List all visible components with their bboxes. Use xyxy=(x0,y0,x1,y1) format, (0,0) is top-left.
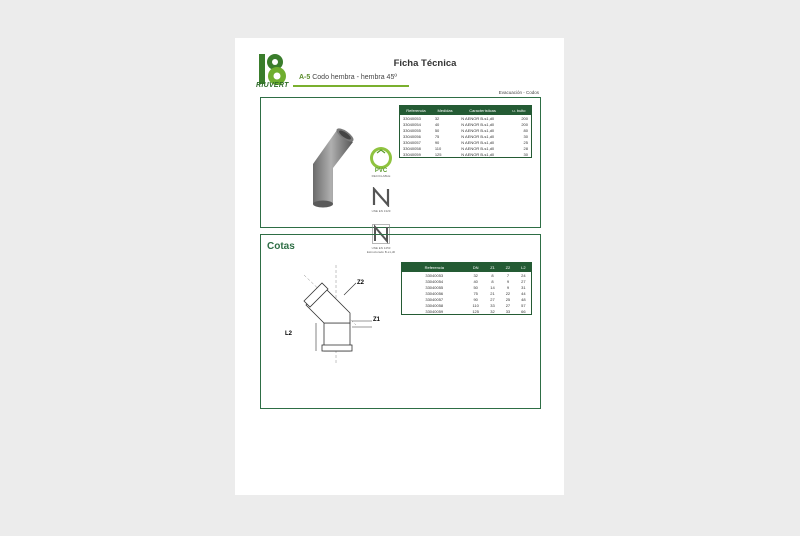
cell: 33040054 xyxy=(403,121,421,127)
col-z2: Z2 xyxy=(500,263,515,273)
cell: 48 xyxy=(521,296,526,302)
cell: 33040053 xyxy=(425,272,444,278)
cell: N AENOR B-s1,d0 xyxy=(461,151,495,157)
cell: 7 xyxy=(506,272,510,278)
cell: 200 xyxy=(521,115,528,121)
table-row xyxy=(400,151,532,158)
aenor-label-2a: UNE EN 1453 xyxy=(371,246,391,250)
cell: 125 xyxy=(472,308,479,314)
cell: 44 xyxy=(521,290,526,296)
dimensions-table xyxy=(401,262,532,315)
document-page xyxy=(235,38,564,495)
product-name: Codo hembra - hembra 45º xyxy=(312,74,397,81)
aenor-label-2b: Estructurado B-s1,d0 xyxy=(366,250,396,254)
table-row xyxy=(402,308,532,315)
cell: 33040059 xyxy=(425,308,444,314)
pvc-text: PVC xyxy=(374,168,388,174)
elbow-fitting-image xyxy=(301,112,361,212)
cell: N AENOR B-s1,d0 xyxy=(461,133,495,139)
col-referencia: Referencia xyxy=(402,263,467,273)
cell: 40 xyxy=(473,278,478,284)
cell: 33040055 xyxy=(425,284,444,290)
cell: 33040058 xyxy=(403,145,421,151)
cell: 32 xyxy=(434,115,440,121)
cell: 57 xyxy=(521,302,526,308)
cell: 50 xyxy=(473,284,478,290)
cell: 33040057 xyxy=(403,139,421,145)
z1-label: Z1 xyxy=(373,317,381,323)
cell: 27 xyxy=(505,302,511,308)
cell: 33040055 xyxy=(403,127,421,133)
cell: 75 xyxy=(434,133,440,139)
cell: 32 xyxy=(473,272,478,278)
col-u-bulto: u. bulto xyxy=(507,106,532,116)
category-label: Evacuación - Codos xyxy=(498,90,539,95)
cell: 200 xyxy=(521,121,528,127)
cell: 33040058 xyxy=(425,302,444,308)
product-table xyxy=(399,105,532,158)
title-underline xyxy=(293,85,409,87)
col-medidas: Medidas xyxy=(432,106,458,116)
cell: N AENOR B-s1,d0 xyxy=(461,121,495,127)
cell: 33040054 xyxy=(425,278,444,284)
cell: 25 xyxy=(523,139,528,145)
cell: 90 xyxy=(473,296,478,302)
cell: 33040053 xyxy=(403,115,421,121)
dimension-drawing xyxy=(286,265,396,365)
cell: 31 xyxy=(521,284,526,290)
cell: 40 xyxy=(434,121,440,127)
cell: 90 xyxy=(434,139,440,145)
l2-label: L2 xyxy=(285,331,293,337)
page-title: Ficha Técnica xyxy=(393,58,457,69)
cell: 75 xyxy=(473,290,478,296)
pvc-subtext: RECICLABLE xyxy=(371,174,391,178)
col-z1: Z1 xyxy=(485,263,500,273)
cell: 33040056 xyxy=(425,290,444,296)
cotas-section xyxy=(260,234,541,409)
cotas-title: Cotas xyxy=(267,241,295,252)
cell: N AENOR B-s1,d0 xyxy=(461,145,495,151)
cell: 32 xyxy=(490,308,495,314)
cell: 27 xyxy=(521,278,526,284)
cell: 30 xyxy=(523,133,528,139)
col-l2: L2 xyxy=(516,263,532,273)
cell: N AENOR B-s1,d0 xyxy=(461,127,495,133)
product-subtitle xyxy=(299,74,397,81)
cell: 33 xyxy=(490,302,495,308)
cell: 8 xyxy=(491,278,494,284)
col-referencia: Referencia xyxy=(400,106,432,116)
cell: 30 xyxy=(523,151,528,157)
cell: 9 xyxy=(506,284,510,290)
pvc-label xyxy=(369,168,393,178)
cell: 66 xyxy=(521,308,526,314)
brand-name: RIUVERT xyxy=(256,82,289,89)
cell: N AENOR B-s1,d0 xyxy=(461,139,495,145)
cell: 80 xyxy=(523,127,528,133)
cell: 22 xyxy=(505,290,511,296)
cell: 14 xyxy=(490,284,495,290)
cell: N AENOR B-s1,d0 xyxy=(461,115,495,121)
cell: 28 xyxy=(523,145,528,151)
cell: 33040057 xyxy=(425,296,444,302)
cell: 33040056 xyxy=(403,133,421,139)
cell: 21 xyxy=(490,290,495,296)
cell: 110 xyxy=(434,145,442,151)
cell: 110 xyxy=(472,302,479,308)
cell: 9 xyxy=(506,278,510,284)
z2-label: Z2 xyxy=(357,280,365,286)
cell: 24 xyxy=(521,272,526,278)
cell: 25 xyxy=(505,296,511,302)
cell: 8 xyxy=(491,272,494,278)
col-caracteristicas: Características xyxy=(458,106,507,116)
cell: 33040059 xyxy=(403,151,421,157)
cell: 125 xyxy=(434,151,442,157)
product-code: A-5 xyxy=(299,74,311,81)
cell: 33 xyxy=(505,308,511,314)
col-dn: DN xyxy=(467,263,485,273)
aenor-n-mark-icon xyxy=(372,187,390,207)
cell: 50 xyxy=(434,127,440,133)
cell: 27 xyxy=(490,296,495,302)
aenor-label-1: UNE EN 1329 xyxy=(371,209,391,213)
